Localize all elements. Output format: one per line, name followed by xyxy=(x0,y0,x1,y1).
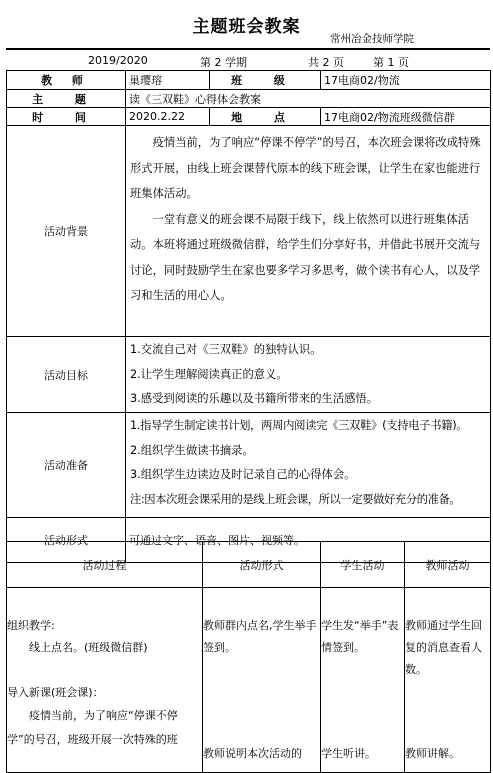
step-intro-text: 疫情当前，为了响应“停课不停学”的号召，班级开展一次特殊的班 xyxy=(7,709,178,746)
time-label: 时 间 xyxy=(7,108,126,126)
goal-item-2: 2.让学生理解阅读真正的意义。 xyxy=(130,367,288,381)
step-organize: 组织教学: xyxy=(7,619,55,632)
step-rollcall: 线上点名。(班级微信群) xyxy=(29,641,148,654)
form-value: 可通过文字、语音、图片、视频等。 xyxy=(126,518,491,563)
teacher-value: 巢璎瑢 xyxy=(126,71,210,90)
prep-note: 注:因本次班会课采用的是线上班会课，所以一定要做好充分的准备。 xyxy=(130,492,461,506)
student-listen: 学生听讲。 xyxy=(321,747,376,760)
process-header-student: 学生活动 xyxy=(321,542,405,588)
background-paragraph-1: 疫情当前，为了响应“停课不停学”的号召，本次班会课将改成特殊形式开展，由线上班会课替代原本的线下班会课，让学生在家也能进行班集体活动。 xyxy=(130,136,481,200)
prep-item-3: 3.组织学生边读边及时记录自己的心得体会。 xyxy=(130,468,356,481)
header-divider xyxy=(6,48,490,50)
teacher-label: 教 师 xyxy=(7,71,126,90)
school-name: 常州冶金技师学院 xyxy=(330,33,414,45)
process-table xyxy=(6,541,491,773)
place-label: 地 点 xyxy=(210,108,321,126)
goal-item-3: 3.感受到阅读的乐趣以及书籍所带来的生活感悟。 xyxy=(130,392,379,405)
goals-content xyxy=(126,337,491,413)
process-header-row xyxy=(7,542,491,588)
background-paragraph-2: 一堂有意义的班会课不局限于线下，线上依然可以进行班集体活动。本班将通过班级微信群，给学生们分享好书，并借此书展开交流与讨论，同时鼓励学生在家也要多学习多思考，做个读书有心人，以及学习和生活的用心人。 xyxy=(130,212,481,302)
background-row xyxy=(7,126,491,337)
teacher-row xyxy=(7,71,491,90)
topic-value: 读《三双鞋》心得体会教案 xyxy=(126,90,491,108)
page-title: 主题班会教案 xyxy=(192,17,301,37)
semester: 第 2 学期 xyxy=(200,56,247,69)
process-header-form: 活动形式 xyxy=(203,542,321,588)
process-body-row xyxy=(7,588,491,773)
process-steps-cell xyxy=(7,588,203,773)
page-number: 第 1 页 xyxy=(373,56,409,69)
topic-row xyxy=(7,90,491,108)
process-form-cell xyxy=(203,588,321,773)
time-value: 2020.2.22 xyxy=(126,108,210,126)
prep-content xyxy=(126,413,491,518)
process-teacher-cell xyxy=(405,588,491,773)
prep-item-2: 2.组织学生做读书摘录。 xyxy=(130,443,254,457)
process-header-steps: 活动过程 xyxy=(7,542,203,588)
teacher-check: 教师通过学生回复的消息查看人数。 xyxy=(405,619,482,676)
background-label: 活动背景 xyxy=(7,126,126,337)
total-pages: 共 2 页 xyxy=(308,56,344,69)
time-row xyxy=(7,108,491,126)
student-signin: 学生发“举手”表情签到。 xyxy=(321,619,399,654)
process-header-teacher: 教师活动 xyxy=(405,542,491,588)
place-value: 17电商02/物流班级微信群 xyxy=(321,108,491,126)
form-label: 活动形式 xyxy=(7,518,126,563)
lesson-plan-table xyxy=(6,70,491,563)
form-rollcall: 教师群内点名,学生举手签到。 xyxy=(203,619,317,654)
step-intro: 导入新课(班会课)： xyxy=(7,686,104,699)
process-student-cell xyxy=(321,588,405,773)
background-content xyxy=(126,126,491,337)
goals-label: 活动目标 xyxy=(7,337,126,413)
school-year: 2019/2020 xyxy=(88,54,148,67)
teacher-explain: 教师讲解。 xyxy=(405,747,460,760)
prep-label: 活动准备 xyxy=(7,413,126,518)
prep-item-1: 1.指导学生制定读书计划，两周内阅读完《三双鞋》(支持电子书籍)。 xyxy=(130,419,468,432)
prep-row xyxy=(7,413,491,518)
goals-row xyxy=(7,337,491,413)
class-value: 17电商02/物流 xyxy=(321,71,491,90)
goal-item-1: 1.交流自己对《三双鞋》的独特认识。 xyxy=(130,343,322,356)
topic-label: 主 题 xyxy=(7,90,126,108)
form-intro: 教师说明本次活动的 xyxy=(203,747,302,760)
class-label: 班 级 xyxy=(210,71,321,90)
